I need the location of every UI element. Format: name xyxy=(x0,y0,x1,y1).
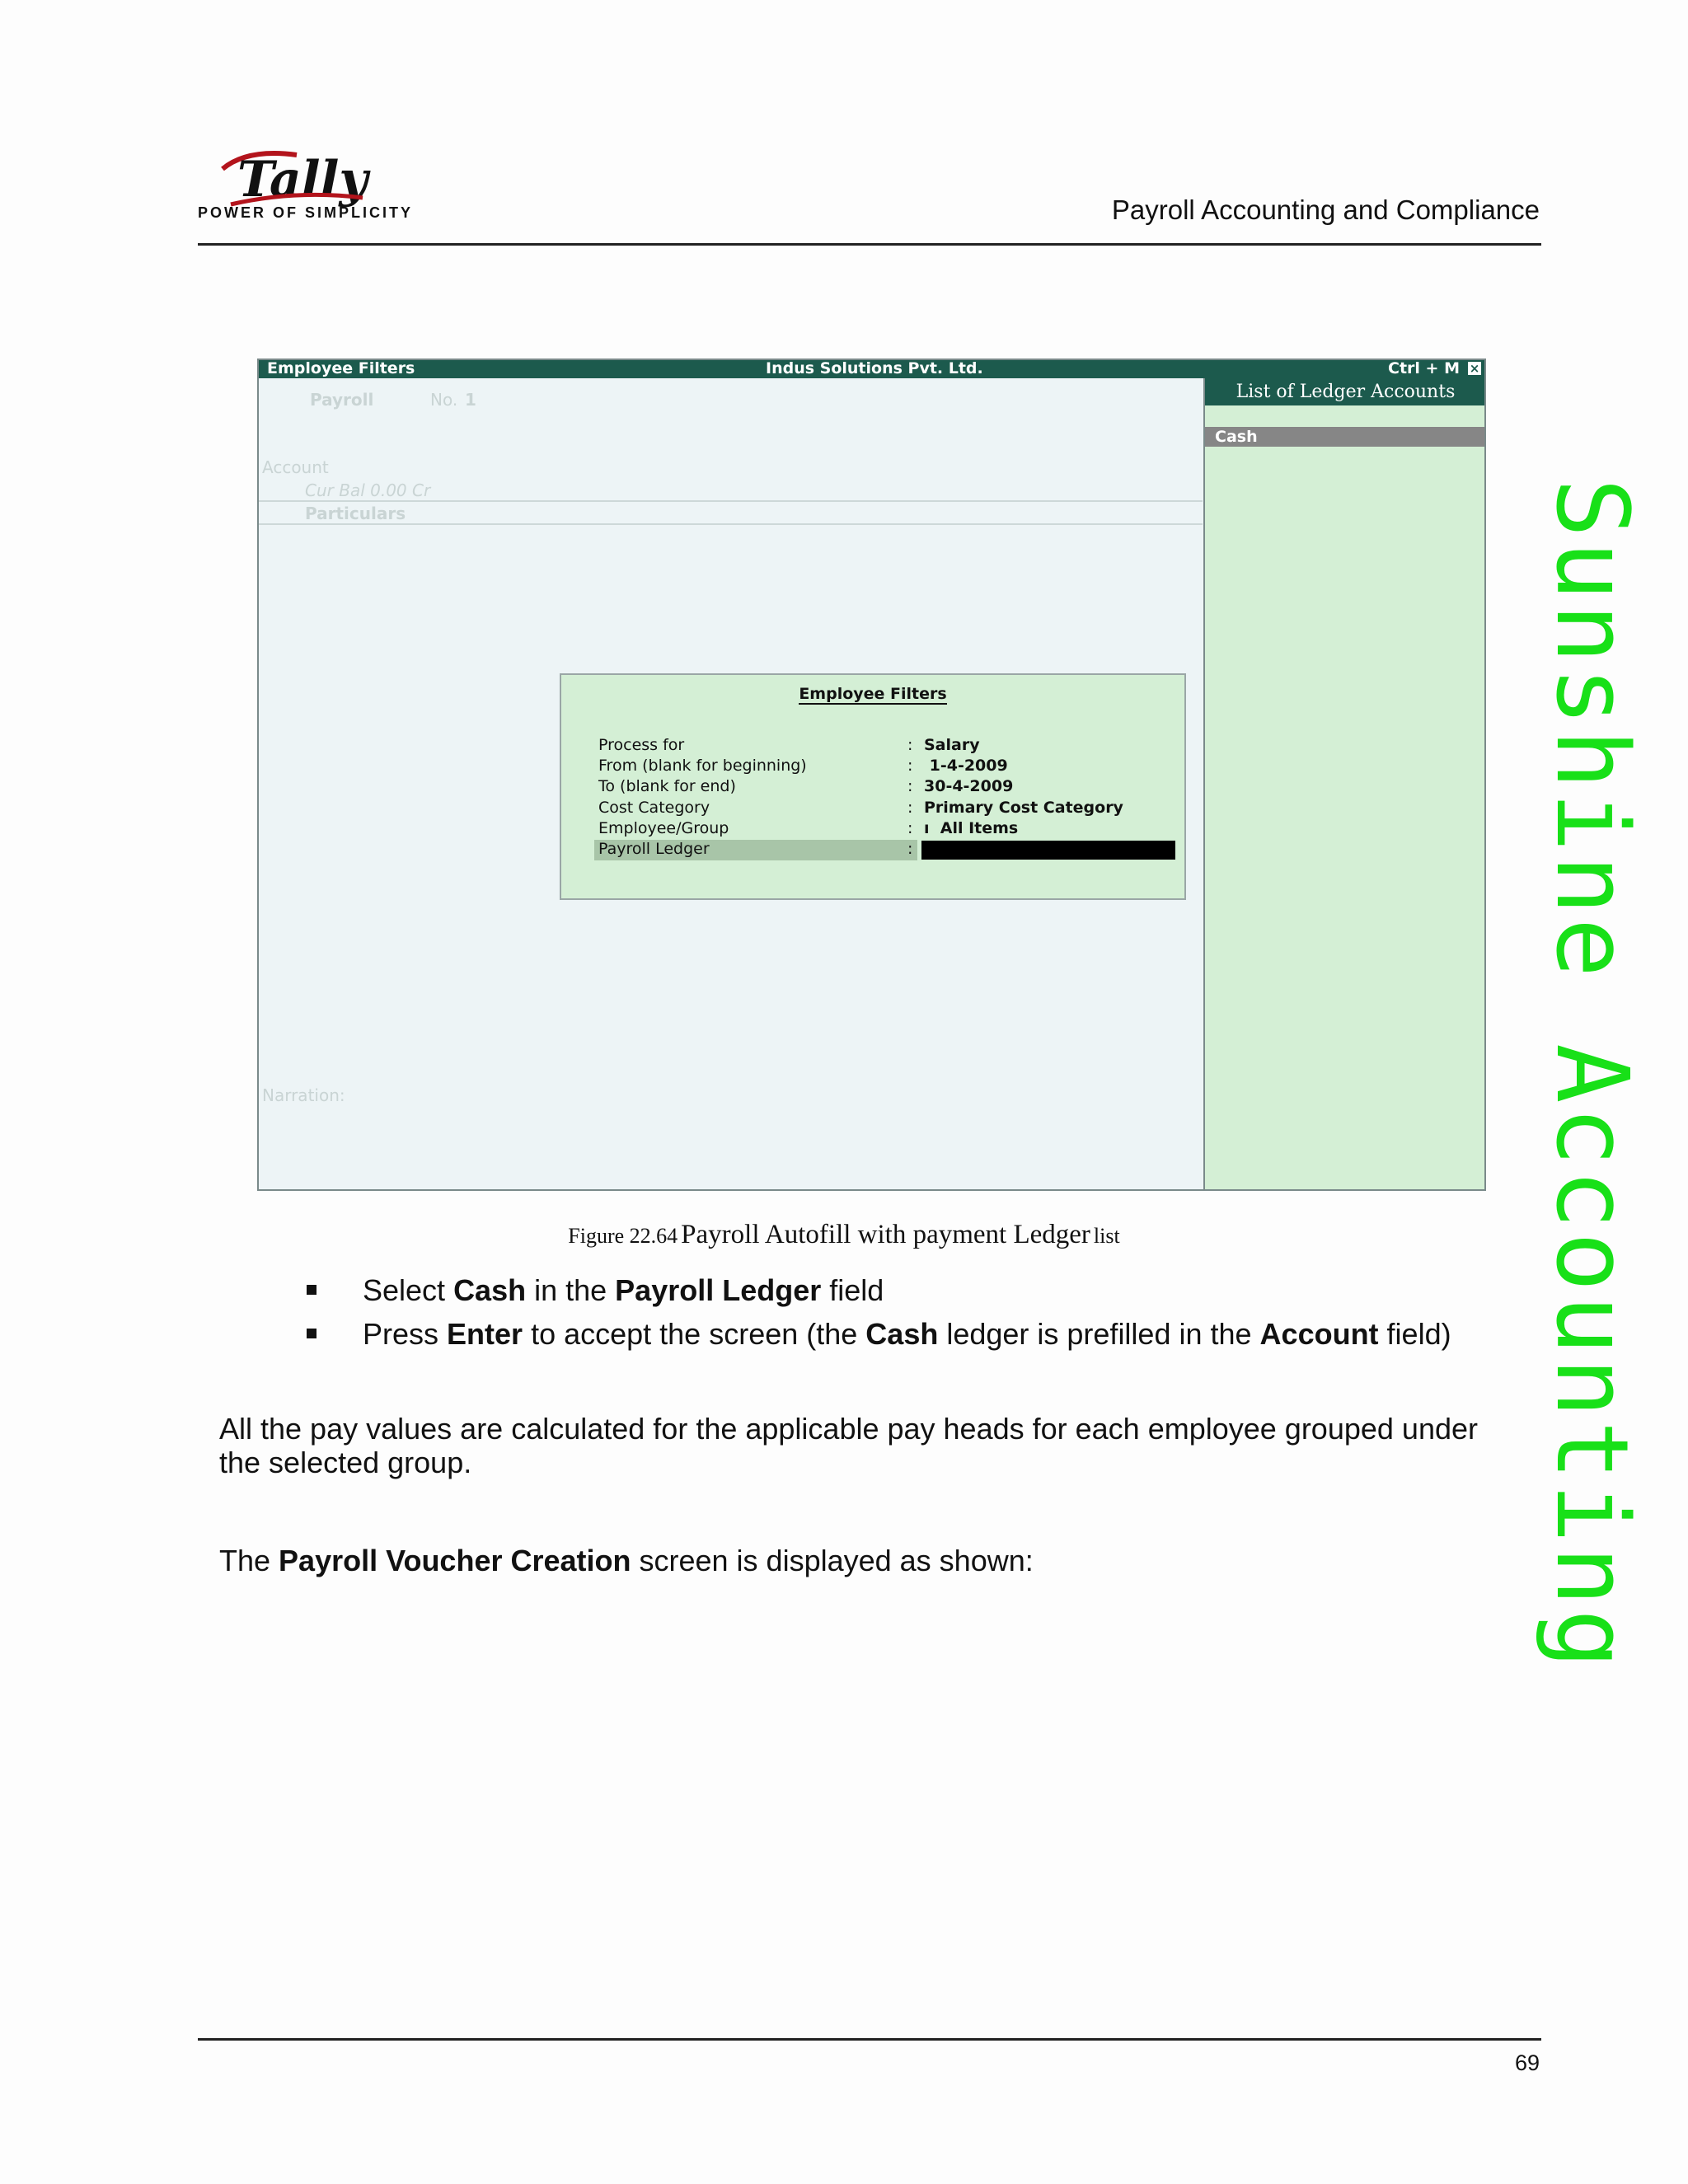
page-number: 69 xyxy=(1514,2050,1540,2075)
field-colon: : xyxy=(907,777,913,795)
ledger-list-item-cash[interactable]: Cash xyxy=(1205,427,1486,447)
header-divider xyxy=(198,243,1541,246)
screen-titlebar xyxy=(259,360,1484,378)
field-colon: : xyxy=(907,757,913,775)
text-run-bold: Cash xyxy=(865,1317,939,1351)
footer-divider xyxy=(198,2038,1541,2041)
text-run: Select xyxy=(363,1273,454,1307)
filter-row-from[interactable] xyxy=(561,757,1184,777)
account-label: Account xyxy=(262,457,329,477)
field-label: Payroll Ledger xyxy=(598,840,710,858)
filter-row-to[interactable] xyxy=(561,777,1184,798)
text-run-bold: Cash xyxy=(453,1273,527,1307)
text-run-bold: Enter xyxy=(447,1317,523,1351)
text-run-bold: Payroll Voucher Creation xyxy=(279,1544,631,1577)
filter-row-employee-group[interactable] xyxy=(561,819,1184,840)
ledger-list-panel xyxy=(1203,378,1486,1191)
field-value[interactable]: 1-4-2009 xyxy=(924,757,1008,775)
divider xyxy=(259,523,1203,525)
particulars-header: Particulars xyxy=(305,504,406,523)
figure-title: Payroll Autofill with payment Ledger xyxy=(681,1220,1090,1249)
text-run: ledger is prefilled in the xyxy=(938,1317,1260,1351)
filter-row-process-for[interactable] xyxy=(561,736,1184,757)
current-balance: Cur Bal 0.00 Cr xyxy=(305,480,431,500)
field-colon: : xyxy=(907,736,913,754)
field-colon: : xyxy=(907,819,913,837)
close-icon[interactable]: × xyxy=(1469,361,1480,376)
header-title: Payroll Accounting and Compliance xyxy=(1111,194,1540,225)
voucher-type: Payroll xyxy=(310,390,374,410)
text-run: The xyxy=(219,1544,279,1577)
tally-screenshot xyxy=(257,359,1486,1191)
voucher-no-label: No. xyxy=(430,390,458,410)
figure-number: Figure 22.64 xyxy=(568,1224,678,1248)
company-name: Indus Solutions Pvt. Ltd. xyxy=(766,359,983,377)
field-label: From (blank for beginning) xyxy=(598,757,807,775)
dialog-title-text: Employee Filters xyxy=(799,685,947,703)
field-label: Employee/Group xyxy=(598,819,729,837)
text-run: field xyxy=(821,1273,884,1307)
field-value[interactable]: Primary Cost Category xyxy=(924,799,1123,817)
bullet-marker xyxy=(307,1285,316,1295)
bullet-text xyxy=(363,1317,1451,1352)
text-run: screen is displayed as shown: xyxy=(631,1544,1034,1577)
field-label: Cost Category xyxy=(598,799,710,817)
narration-label: Narration: xyxy=(262,1085,345,1105)
field-label: To (blank for end) xyxy=(598,777,736,795)
payroll-ledger-input[interactable] xyxy=(921,841,1175,860)
field-colon: : xyxy=(907,840,913,858)
text-run: field) xyxy=(1378,1317,1451,1351)
filter-row-cost-category[interactable] xyxy=(561,799,1184,819)
text-run-bold: Payroll Ledger xyxy=(615,1273,822,1307)
voucher-no: 1 xyxy=(465,390,476,410)
shortcut-label: Ctrl + M xyxy=(1388,359,1460,377)
logo-tagline: POWER OF SIMPLICITY xyxy=(198,204,414,221)
text-run: to accept the screen (the xyxy=(523,1317,866,1351)
employee-filters-dialog xyxy=(560,673,1186,900)
logo-text: Tally xyxy=(237,151,368,209)
field-colon: : xyxy=(907,799,913,817)
filter-row-payroll-ledger[interactable] xyxy=(561,840,1184,860)
field-label: Process for xyxy=(598,736,685,754)
ledger-list-title: List of Ledger Accounts xyxy=(1205,378,1486,405)
text-run-bold: Account xyxy=(1259,1317,1379,1351)
body-paragraph: All the pay values are calculated for the applicable pay heads for each employee grouped under the selected group. xyxy=(219,1412,1478,1479)
bullet-marker xyxy=(307,1329,316,1338)
field-value[interactable]: ı All Items xyxy=(924,819,1019,837)
dialog-title xyxy=(561,685,1184,703)
watermark: Sunshine Accounting xyxy=(1534,478,1648,1672)
bullet-text xyxy=(363,1273,884,1308)
divider xyxy=(259,500,1203,502)
field-value[interactable]: 30-4-2009 xyxy=(924,777,1014,795)
text-run: in the xyxy=(526,1273,616,1307)
figure-suffix: list xyxy=(1093,1224,1120,1248)
field-value[interactable]: Salary xyxy=(924,736,980,754)
body-paragraph xyxy=(219,1544,1522,1577)
figure-caption xyxy=(0,1220,1688,1250)
screen-title: Employee Filters xyxy=(267,359,415,377)
text-run: Press xyxy=(363,1317,448,1351)
